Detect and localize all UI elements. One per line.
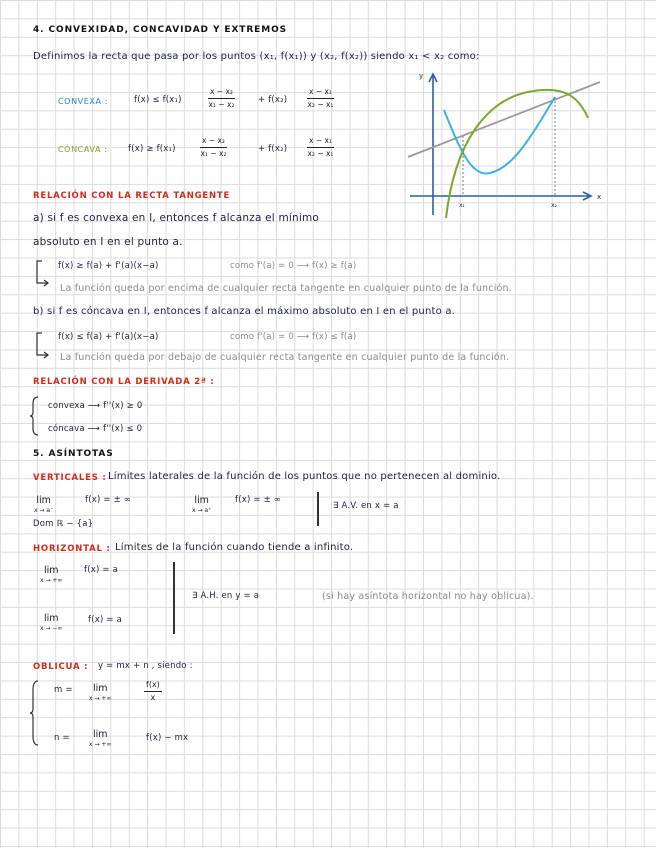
horiz-expr-1: f(x) = a <box>84 565 118 575</box>
tangente-title: RELACIÓN CON LA RECTA TANGENTE <box>33 191 231 201</box>
lim-sub: x → a⁺ <box>192 506 212 514</box>
x-axis <box>410 192 591 200</box>
dominio: Dom ℝ − {a} <box>33 519 94 529</box>
horiz-exists: ∃ A.H. en y = a <box>192 591 260 601</box>
tangent-inequality-a: f(x) ≥ f(a) + f'(a)(x−a) <box>58 261 159 271</box>
fraction-denominator: x₂ − x₁ <box>307 99 334 109</box>
y-axis <box>429 74 437 215</box>
convex-curve <box>444 97 555 174</box>
lim-sub: x → +∞ <box>89 740 112 748</box>
fraction-numerator: x − x₂ <box>200 137 227 148</box>
verticales-label: VERTICALES : <box>33 473 107 483</box>
x-axis-label: x <box>597 193 602 201</box>
verticales-desc: Límites laterales de la función de los puntos que no pertenecen al dominio. <box>108 471 501 482</box>
lim-text: lim <box>36 495 51 506</box>
tangent-note-b: La función queda por debajo de cualquier recta tangente en cualquier punto de la función. <box>60 352 510 363</box>
convexa-fraction-2 <box>307 88 334 108</box>
secant-line <box>408 82 600 157</box>
lim-text: lim <box>43 565 59 576</box>
horiz-expr-2: f(x) = a <box>88 615 122 625</box>
lim-right <box>192 496 211 514</box>
lim-n <box>89 730 111 748</box>
vert-exists: ∃ A.V. en x = a <box>333 501 399 511</box>
lim-m <box>89 684 111 702</box>
vert-expr-right: f(x) = ± ∞ <box>235 495 282 505</box>
concava-fraction-1 <box>200 137 227 157</box>
lim-minus-inf <box>40 614 62 632</box>
lim-sub: x → a⁻ <box>34 506 54 514</box>
fraction-numerator: x − x₁ <box>307 137 334 148</box>
section-4-title: 4. CONVEXIDAD, CONCAVIDAD Y EXTREMOS <box>33 25 288 35</box>
vert-expr-left: f(x) = ± ∞ <box>85 495 132 505</box>
fraction-numerator: f(x) <box>144 681 162 692</box>
n-expr: f(x) − mx <box>146 733 189 743</box>
tangent-inequality-b: f(x) ≤ f(a) + f'(a)(x−a) <box>58 332 159 342</box>
lim-sub: x → +∞ <box>40 576 63 584</box>
concava-maximum-text: b) si f es cóncava en I, entonces f alcanza el máximo absoluto en I en el punto a. <box>33 306 456 317</box>
y-axis-label: y <box>419 72 424 80</box>
lim-left <box>34 496 53 514</box>
horizontal-desc: Límites de la función cuando tiende a infinito. <box>115 542 354 553</box>
derivada-brace <box>30 396 40 436</box>
deriv-concava: cóncava ⟶ f''(x) ≤ 0 <box>48 424 143 434</box>
tangent-como-a: como f'(a) = 0 ⟶ f(x) ≥ f(a) <box>230 261 357 271</box>
fraction-denominator: x₁ − x₂ <box>200 148 227 158</box>
deriv-convexa: convexa ⟶ f''(x) ≥ 0 <box>48 401 143 411</box>
tangent-note-a: La función queda por encima de cualquier recta tangente en cualquier punto de la función. <box>60 283 512 294</box>
convexa-minimum-text: a) si f es convexa en I, entonces f alcanza el mínimo <box>33 212 320 224</box>
m-label: m = <box>54 685 73 695</box>
tangent-como-b: como f'(a) = 0 ⟶ f(x) ≤ f(a) <box>230 332 357 342</box>
horizontal-label: HORIZONTAL : <box>33 544 111 554</box>
x1-label: x₁ <box>459 202 465 209</box>
lim-text: lim <box>92 683 108 694</box>
fraction-denominator: x₁ − x₂ <box>208 99 235 109</box>
convexa-label: CONVEXA : <box>58 97 108 106</box>
bracket-arrow-b <box>34 331 54 361</box>
convexity-graph <box>400 70 615 220</box>
oblicua-label: OBLICUA : <box>33 662 89 672</box>
horiz-divider <box>173 562 175 634</box>
oblicua-brace <box>30 680 40 746</box>
convexa-minimum-text-2: absoluto en I en el punto a. <box>33 236 183 248</box>
concava-plus-term: + f(x₂) <box>258 144 288 154</box>
m-fraction <box>144 681 162 702</box>
section-5-title: 5. ASÍNTOTAS <box>33 449 114 459</box>
concava-fraction-2 <box>307 137 334 157</box>
lim-text: lim <box>92 729 108 740</box>
concava-lhs: f(x) ≥ f(x₁) <box>128 144 176 154</box>
derivada-title: RELACIÓN CON LA DERIVADA 2ª : <box>33 377 215 387</box>
lim-text: lim <box>43 613 59 624</box>
fraction-denominator: x <box>150 693 156 702</box>
convexa-lhs: f(x) ≤ f(x₁) <box>134 95 182 105</box>
bracket-arrow-a <box>34 259 54 289</box>
horiz-note: (si hay asíntota horizontal no hay oblicua). <box>322 591 534 602</box>
lim-sub: x → +∞ <box>89 694 112 702</box>
convexa-fraction-1 <box>208 88 235 108</box>
concava-label: CÓNCAVA : <box>58 145 108 154</box>
fraction-numerator: x − x₁ <box>307 88 334 99</box>
x2-label: x₂ <box>551 202 557 209</box>
fraction-numerator: x − x₂ <box>208 88 235 99</box>
lim-sub: x → −∞ <box>40 624 63 632</box>
convexa-plus-term: + f(x₂) <box>258 95 288 105</box>
fraction-denominator: x₂ − x₁ <box>307 148 334 158</box>
vert-divider <box>317 492 319 526</box>
lim-plus-inf <box>40 566 62 584</box>
oblicua-eq: y = mx + n , siendo : <box>98 661 193 671</box>
secant-intro: Definimos la recta que pasa por los puntos (x₁, f(x₁)) y (x₂, f(x₂)) siendo x₁ < x₂ como: <box>33 51 480 62</box>
lim-text: lim <box>194 495 209 506</box>
n-label: n = <box>54 733 70 743</box>
